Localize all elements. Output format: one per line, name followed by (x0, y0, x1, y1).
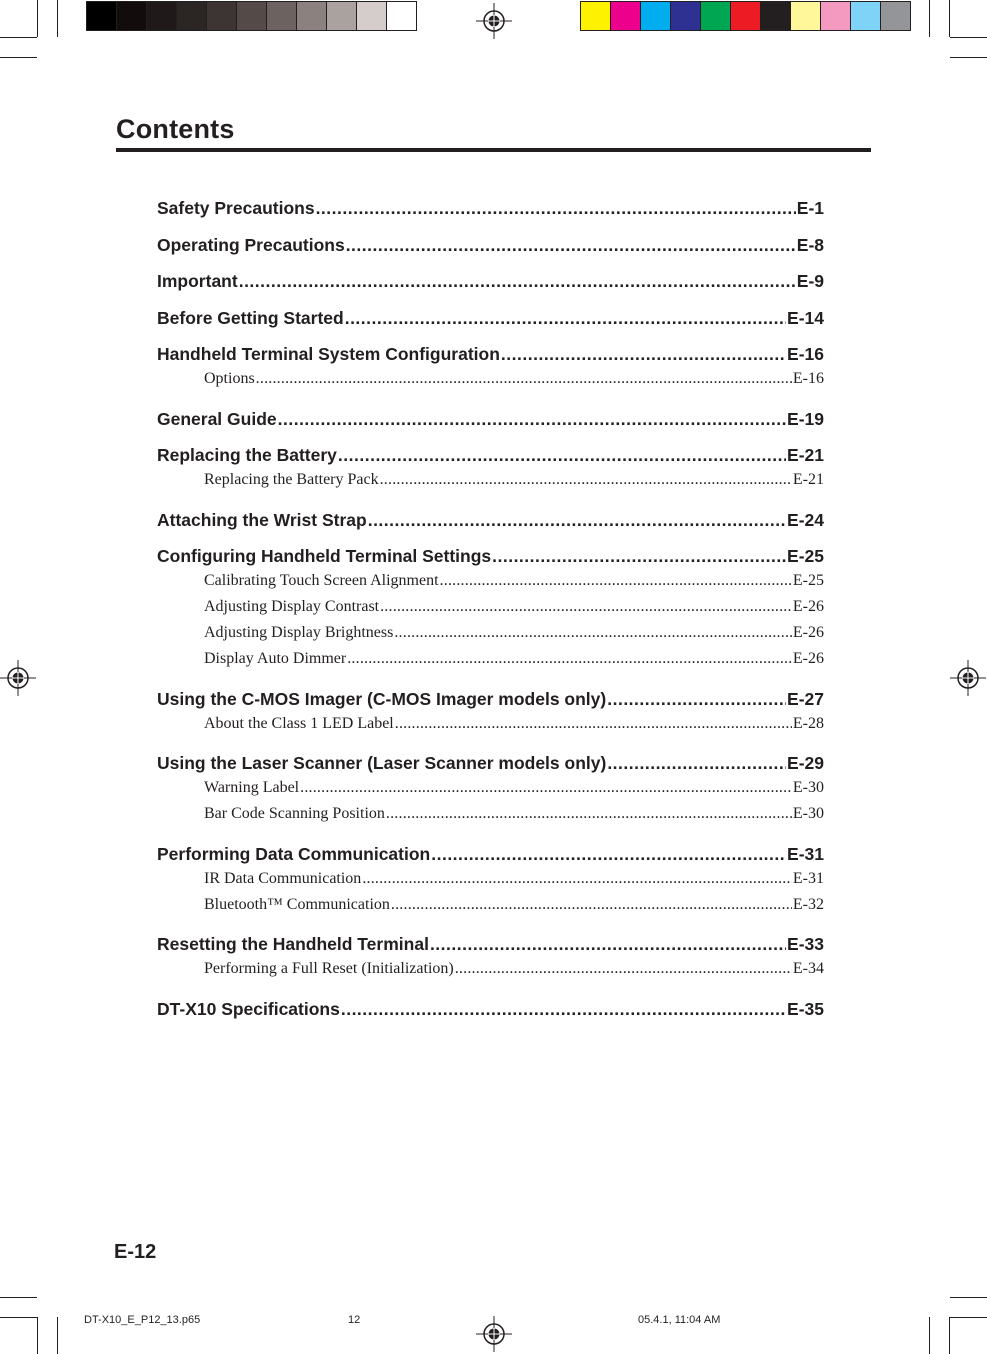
toc-dot-leader (607, 689, 786, 710)
toc-dot-leader (386, 805, 792, 823)
toc-entry-label: About the Class 1 LED Label (204, 714, 394, 732)
toc-entry-page: E-31 (792, 869, 824, 887)
color-swatch (671, 2, 701, 30)
toc-entry-label: General Guide (157, 408, 277, 429)
toc-entry-page: E-24 (787, 509, 824, 530)
title-rule (116, 148, 871, 152)
color-swatch (761, 2, 791, 30)
color-swatch (641, 2, 671, 30)
toc-entry-label: Using the Laser Scanner (Laser Scanner models only) (157, 753, 607, 773)
registration-mark-top-icon (476, 3, 512, 39)
toc-section-entry[interactable] (157, 445, 824, 469)
color-swatch (701, 2, 731, 30)
toc-entry-label: Display Auto Dimmer (204, 650, 347, 667)
toc-entry-page: E-28 (792, 714, 824, 732)
gray-swatch (87, 2, 117, 30)
toc-section-entry[interactable] (157, 999, 824, 1023)
toc-subsection-entry[interactable] (157, 598, 824, 624)
toc-section-entry[interactable] (157, 753, 824, 777)
toc-entry-label: Performing a Full Reset (Initialization) (204, 960, 454, 977)
toc-dot-leader (341, 999, 786, 1020)
toc-subsection-entry[interactable] (157, 715, 824, 741)
registration-mark-right-icon (950, 660, 986, 696)
toc-dot-leader (346, 235, 796, 256)
color-swatch (851, 2, 881, 30)
toc-dot-leader (492, 546, 786, 567)
toc-entry-label: Performing Data Communication (157, 843, 431, 864)
toc-dot-leader (380, 471, 792, 489)
toc-entry-label: Safety Precautions (157, 198, 315, 218)
color-swatch (611, 2, 641, 30)
gray-swatch (357, 2, 387, 30)
table-of-contents (157, 198, 824, 1023)
page-title: Contents (116, 114, 235, 144)
gray-swatch (207, 2, 237, 30)
toc-entry-page: E-26 (792, 650, 824, 667)
toc-section-entry[interactable] (157, 344, 824, 368)
toc-dot-leader (316, 198, 796, 219)
toc-entry-page: E-21 (792, 471, 824, 488)
color-swatch (821, 2, 851, 30)
toc-section-entry[interactable] (157, 934, 824, 958)
toc-entry-label: Replacing the Battery Pack (204, 471, 379, 488)
toc-entry-label: Handheld Terminal System Configuration (157, 344, 500, 364)
toc-subsection-entry[interactable] (157, 960, 824, 986)
toc-entry-label: Operating Precautions (157, 234, 345, 255)
toc-entry-label: Replacing the Battery (157, 445, 337, 465)
toc-entry-page: E-16 (787, 344, 824, 364)
toc-dot-leader (278, 409, 786, 430)
toc-entry-label: Options (204, 370, 255, 387)
toc-dot-leader (362, 870, 792, 888)
toc-entry-page: E-9 (796, 271, 824, 291)
color-swatch (731, 2, 761, 30)
toc-entry-page: E-30 (792, 805, 824, 822)
toc-dot-leader (380, 598, 792, 616)
toc-section-entry[interactable] (157, 235, 824, 259)
gray-swatch (117, 2, 147, 30)
slug-file-name: DT-X10_E_P12_13.p65 (84, 1314, 201, 1326)
toc-entry-page: E-35 (787, 998, 824, 1019)
toc-entry-label: Bar Code Scanning Position (204, 805, 385, 822)
toc-subsection-entry[interactable] (157, 779, 824, 805)
page-folio: E-12 (114, 1241, 157, 1263)
toc-entry-page: E-19 (787, 408, 824, 429)
gray-color-bar (86, 1, 417, 31)
toc-subsection-entry[interactable] (157, 650, 824, 676)
toc-subsection-entry[interactable] (157, 805, 824, 831)
toc-dot-leader (345, 308, 786, 329)
toc-dot-leader (368, 510, 786, 531)
toc-entry-page: E-30 (792, 779, 824, 796)
toc-entry-label: Warning Label (204, 779, 300, 796)
toc-entry-page: E-31 (787, 843, 824, 864)
toc-section-entry[interactable] (157, 510, 824, 534)
toc-dot-leader (256, 370, 792, 388)
toc-subsection-entry[interactable] (157, 624, 824, 650)
toc-dot-leader (391, 896, 792, 914)
toc-entry-page: E-25 (787, 546, 824, 566)
toc-entry-page: E-33 (787, 934, 824, 954)
toc-section-entry[interactable] (157, 308, 824, 332)
toc-dot-leader (338, 445, 786, 466)
toc-entry-label: DT-X10 Specifications (157, 998, 340, 1019)
toc-dot-leader (501, 344, 786, 365)
color-swatch (791, 2, 821, 30)
toc-entry-label: Configuring Handheld Terminal Settings (157, 546, 492, 566)
toc-entry-label: Attaching the Wrist Strap (157, 509, 367, 530)
toc-entry-page: E-26 (792, 624, 824, 641)
toc-entry-label: Bluetooth™ Communication (204, 895, 390, 913)
gray-swatch (147, 2, 177, 30)
toc-entry-label: Important (157, 271, 238, 291)
toc-entry-page: E-16 (792, 370, 824, 387)
registration-mark-bottom-icon (476, 1316, 512, 1352)
toc-entry-page: E-27 (787, 688, 824, 709)
toc-entry-page: E-25 (792, 572, 824, 589)
toc-dot-leader (430, 934, 786, 955)
toc-entry-page: E-14 (787, 307, 824, 328)
toc-entry-label: IR Data Communication (204, 869, 362, 887)
toc-section-entry[interactable] (157, 689, 824, 713)
toc-dot-leader (300, 779, 792, 797)
toc-dot-leader (239, 271, 796, 292)
toc-entry-label: Before Getting Started (157, 307, 344, 328)
toc-subsection-entry[interactable] (157, 870, 824, 896)
toc-section-entry[interactable] (157, 409, 824, 433)
toc-dot-leader (607, 753, 786, 774)
toc-entry-page: E-34 (792, 960, 824, 977)
toc-entry-page: E-32 (792, 895, 824, 913)
toc-entry-page: E-26 (792, 598, 824, 615)
toc-dot-leader (395, 715, 792, 733)
toc-subsection-entry[interactable] (157, 471, 824, 497)
toc-entry-label: Adjusting Display Brightness (204, 624, 394, 641)
toc-section-entry[interactable] (157, 844, 824, 868)
gray-swatch (237, 2, 267, 30)
gray-swatch (177, 2, 207, 30)
toc-subsection-entry[interactable] (157, 572, 824, 598)
gray-swatch (297, 2, 327, 30)
slug-timestamp: 05.4.1, 11:04 AM (638, 1314, 721, 1326)
toc-entry-label: Resetting the Handheld Terminal (157, 934, 429, 954)
toc-entry-label: Using the C-MOS Imager (C-MOS Imager models only) (157, 688, 607, 709)
toc-entry-page: E-8 (796, 234, 824, 255)
gray-swatch (387, 2, 416, 30)
slug-page-number: 12 (348, 1314, 361, 1326)
toc-subsection-entry[interactable] (157, 896, 824, 922)
registration-mark-left-icon (0, 660, 36, 696)
color-swatch (881, 2, 910, 30)
toc-section-entry[interactable] (157, 271, 824, 295)
toc-dot-leader (455, 960, 792, 978)
toc-entry-label: Calibrating Touch Screen Alignment (204, 572, 439, 589)
color-swatch (581, 2, 611, 30)
toc-entry-page: E-1 (796, 198, 824, 218)
toc-section-entry[interactable] (157, 198, 824, 222)
toc-subsection-entry[interactable] (157, 370, 824, 396)
toc-entry-page: E-29 (787, 753, 824, 773)
toc-dot-leader (347, 650, 792, 668)
toc-dot-leader (431, 844, 786, 865)
gray-swatch (267, 2, 297, 30)
gray-swatch (327, 2, 357, 30)
process-color-bar (580, 1, 911, 31)
toc-dot-leader (394, 624, 792, 642)
toc-section-entry[interactable] (157, 546, 824, 570)
toc-entry-label: Adjusting Display Contrast (204, 598, 380, 615)
toc-entry-page: E-21 (787, 445, 824, 465)
toc-dot-leader (440, 572, 792, 590)
